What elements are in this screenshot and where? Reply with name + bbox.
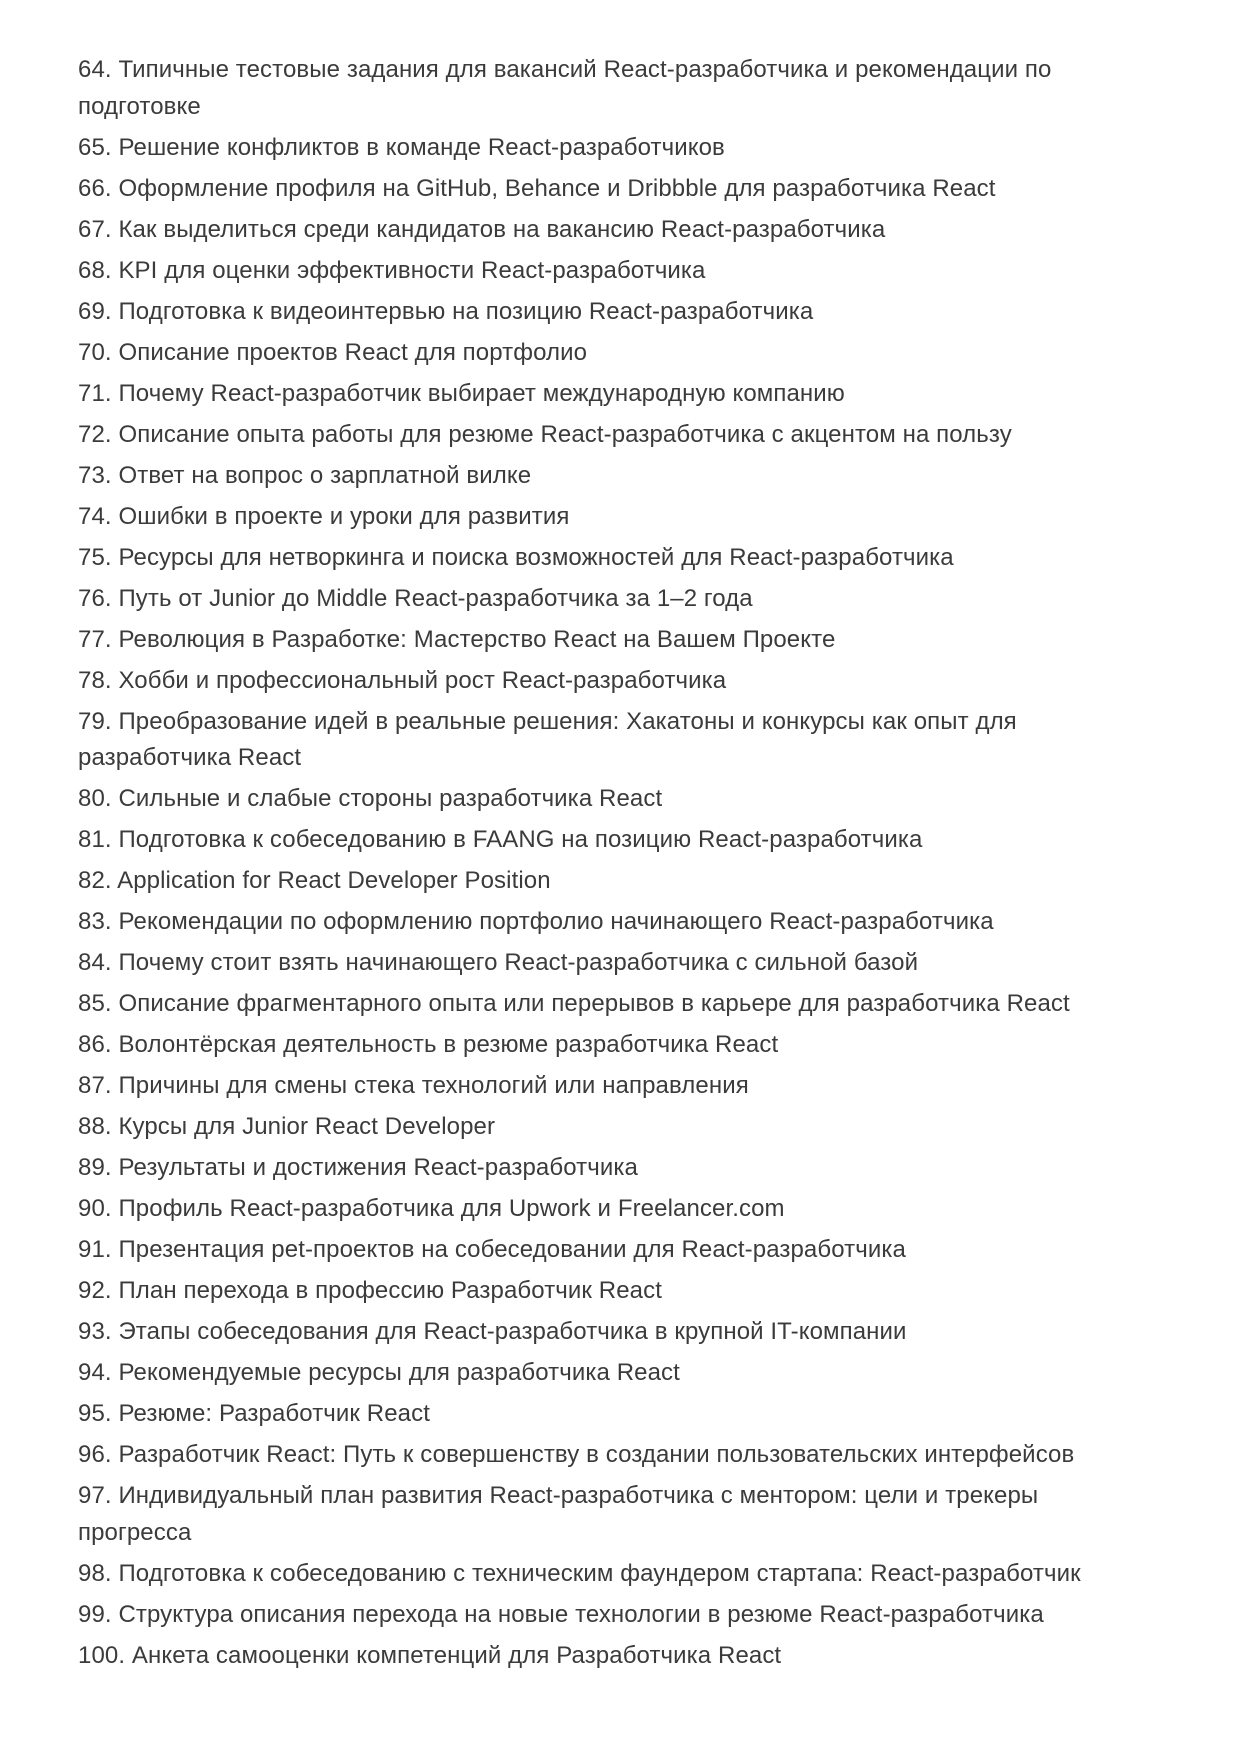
list-item-text: Подготовка к собеседованию в FAANG на позицию React-разработчика xyxy=(118,826,923,853)
list-item xyxy=(78,52,1136,125)
list-item xyxy=(78,130,1136,167)
list-item-text: Революция в Разработке: Мастерство React на Вашем Проекте xyxy=(118,625,836,653)
list-item-number: 69. xyxy=(78,297,112,325)
list-item xyxy=(78,499,1136,536)
list-item-text: Рекомендуемые ресурсы для разработчика React xyxy=(118,1359,680,1386)
list-item-text: Причины для смены стека технологий или направления xyxy=(118,1072,749,1099)
list-item-text: Хобби и профессиональный рост React-разработчика xyxy=(118,666,727,694)
list-item-number: 81. xyxy=(78,826,112,853)
list-item-text: Рекомендации по оформлению портфолио начинающего React-разработчика xyxy=(118,908,994,935)
list-item xyxy=(78,904,1136,941)
list-item-text: Сильные и слабые стороны разработчика React xyxy=(118,785,663,812)
list-item-text: Как выделиться среди кандидатов на вакансию React-разработчика xyxy=(118,215,886,243)
list-item-text: Результаты и достижения React-разработчика xyxy=(118,1154,638,1181)
list-item-number: 97. xyxy=(78,1482,112,1509)
list-item-number: 90. xyxy=(78,1195,112,1222)
list-item-number: 96. xyxy=(78,1441,112,1468)
list-item-text: Этапы собеседования для React-разработчика в крупной IT-компании xyxy=(118,1318,907,1345)
list-item-number: 76. xyxy=(78,584,112,612)
list-item-number: 71. xyxy=(78,379,112,407)
list-item-text: Индивидуальный план развития React-разработчика с ментором: цели и трекеры прогресса xyxy=(78,1482,1039,1546)
list-item xyxy=(78,1109,1136,1146)
list-item-text: Структура описания перехода на новые технологии в резюме React-разработчика xyxy=(118,1600,1044,1628)
list-item xyxy=(78,1232,1136,1269)
list-item xyxy=(78,822,1136,859)
list-item-number: 87. xyxy=(78,1072,112,1099)
list-item-number: 74. xyxy=(78,502,112,530)
list-item-number: 64. xyxy=(78,56,112,83)
list-item-number: 84. xyxy=(78,949,112,976)
list-item-text: Почему стоит взять начинающего React-разработчика с сильной базой xyxy=(118,949,919,976)
list-item-number: 85. xyxy=(78,990,112,1017)
list-item-text: Резюме: Разработчик React xyxy=(118,1400,430,1427)
list-item-number: 100. xyxy=(78,1641,126,1669)
list-item-text: Преобразование идей в реальные решения: Хакатоны и конкурсы как опыт для разработчика React xyxy=(78,707,1017,771)
list-item-text: Подготовка к видеоинтервью на позицию React-разработчика xyxy=(118,297,814,325)
list-item-text: Анкета самооценки компетенций для Разработчика React xyxy=(131,1641,782,1669)
list-item xyxy=(78,1396,1136,1433)
list-item xyxy=(78,1068,1136,1105)
list-item-number: 82. xyxy=(78,867,112,894)
list-item xyxy=(78,212,1136,249)
list-item xyxy=(78,1273,1136,1310)
list-item xyxy=(78,376,1136,413)
list-item xyxy=(78,863,1136,900)
list-item-text: Курсы для Junior React Developer xyxy=(118,1113,496,1140)
list-item-number: 73. xyxy=(78,461,112,489)
list-item xyxy=(78,581,1136,618)
list-item-text: Профиль React-разработчика для Upwork и Freelancer.com xyxy=(118,1195,785,1222)
list-item xyxy=(78,171,1136,208)
list-item-number: 92. xyxy=(78,1277,112,1304)
list-item-text: Ресурсы для нетворкинга и поиска возможностей для React-разработчика xyxy=(118,543,954,571)
list-item-text: Описание опыта работы для резюме React-разработчика с акцентом на пользу xyxy=(118,420,1012,448)
list-item-text: Волонтёрская деятельность в резюме разработчика React xyxy=(118,1031,779,1058)
list-item-text: Разработчик React: Путь к совершенству в создании пользовательских интерфейсов xyxy=(118,1441,1075,1468)
list-item-number: 77. xyxy=(78,625,112,653)
list-item-text: Почему React-разработчик выбирает международную компанию xyxy=(118,379,845,407)
list-item-number: 65. xyxy=(78,133,112,161)
list-item xyxy=(78,540,1136,577)
document-page xyxy=(78,52,1136,1679)
list-item-number: 93. xyxy=(78,1318,112,1345)
list-item xyxy=(78,1150,1136,1187)
list-item xyxy=(78,294,1136,331)
list-item-number: 99. xyxy=(78,1600,112,1628)
list-item-number: 98. xyxy=(78,1559,112,1587)
list-item-text: Решение конфликтов в команде React-разработчиков xyxy=(118,133,725,161)
list-item xyxy=(78,945,1136,982)
list-item-number: 83. xyxy=(78,908,112,935)
list-item xyxy=(78,253,1136,290)
list-item-number: 72. xyxy=(78,420,112,448)
list-item-number: 89. xyxy=(78,1154,112,1181)
list-item-number: 86. xyxy=(78,1031,112,1058)
list-item-text: План перехода в профессию Разработчик React xyxy=(118,1277,662,1304)
list-item xyxy=(78,704,1136,777)
list-item-text: Ошибки в проекте и уроки для развития xyxy=(118,502,570,530)
list-item xyxy=(78,622,1136,659)
list-item-number: 78. xyxy=(78,666,112,694)
list-item-number: 80. xyxy=(78,785,112,812)
list-item xyxy=(78,1638,1136,1675)
list-item-number: 91. xyxy=(78,1236,112,1263)
list-item xyxy=(78,1355,1136,1392)
list-item-text: Подготовка к собеседованию с техническим фаундером стартапа: React-разработчик xyxy=(118,1559,1081,1587)
list-item-number: 67. xyxy=(78,215,112,243)
list-item xyxy=(78,1191,1136,1228)
list-item-text: Application for React Developer Position xyxy=(117,867,551,894)
list-item xyxy=(78,458,1136,495)
list-item xyxy=(78,1437,1136,1474)
list-item-number: 88. xyxy=(78,1113,112,1140)
list-item-number: 75. xyxy=(78,543,112,571)
list-item xyxy=(78,335,1136,372)
list-item xyxy=(78,781,1136,818)
list-item xyxy=(78,1597,1136,1634)
list-item xyxy=(78,1556,1136,1593)
list-item-number: 79. xyxy=(78,707,112,735)
list-item-text: Презентация pet-проектов на собеседовании для React-разработчика xyxy=(118,1236,906,1263)
list-item-text: Типичные тестовые задания для вакансий React-разработчика и рекомендации по подготовке xyxy=(78,56,1052,120)
list-item xyxy=(78,1314,1136,1351)
list-item-number: 66. xyxy=(78,174,112,202)
list-item xyxy=(78,1478,1136,1551)
list-item-text: Оформление профиля на GitHub, Behance и Dribbble для разработчика React xyxy=(118,174,996,202)
list-item-text: Ответ на вопрос о зарплатной вилке xyxy=(118,461,532,489)
list-item-number: 94. xyxy=(78,1359,112,1386)
list-item xyxy=(78,417,1136,454)
list-item-text: Описание фрагментарного опыта или перерывов в карьере для разработчика React xyxy=(118,990,1070,1017)
list-item-text: Путь от Junior до Middle React-разработчика за 1–2 года xyxy=(118,584,753,612)
list-item-text: KPI для оценки эффективности React-разработчика xyxy=(118,256,706,284)
list-item-number: 95. xyxy=(78,1400,112,1427)
list-item-number: 68. xyxy=(78,256,112,284)
list-item xyxy=(78,1027,1136,1064)
list-item xyxy=(78,663,1136,700)
list-item-number: 70. xyxy=(78,338,112,366)
list-item xyxy=(78,986,1136,1023)
list-item-text: Описание проектов React для портфолио xyxy=(118,338,588,366)
